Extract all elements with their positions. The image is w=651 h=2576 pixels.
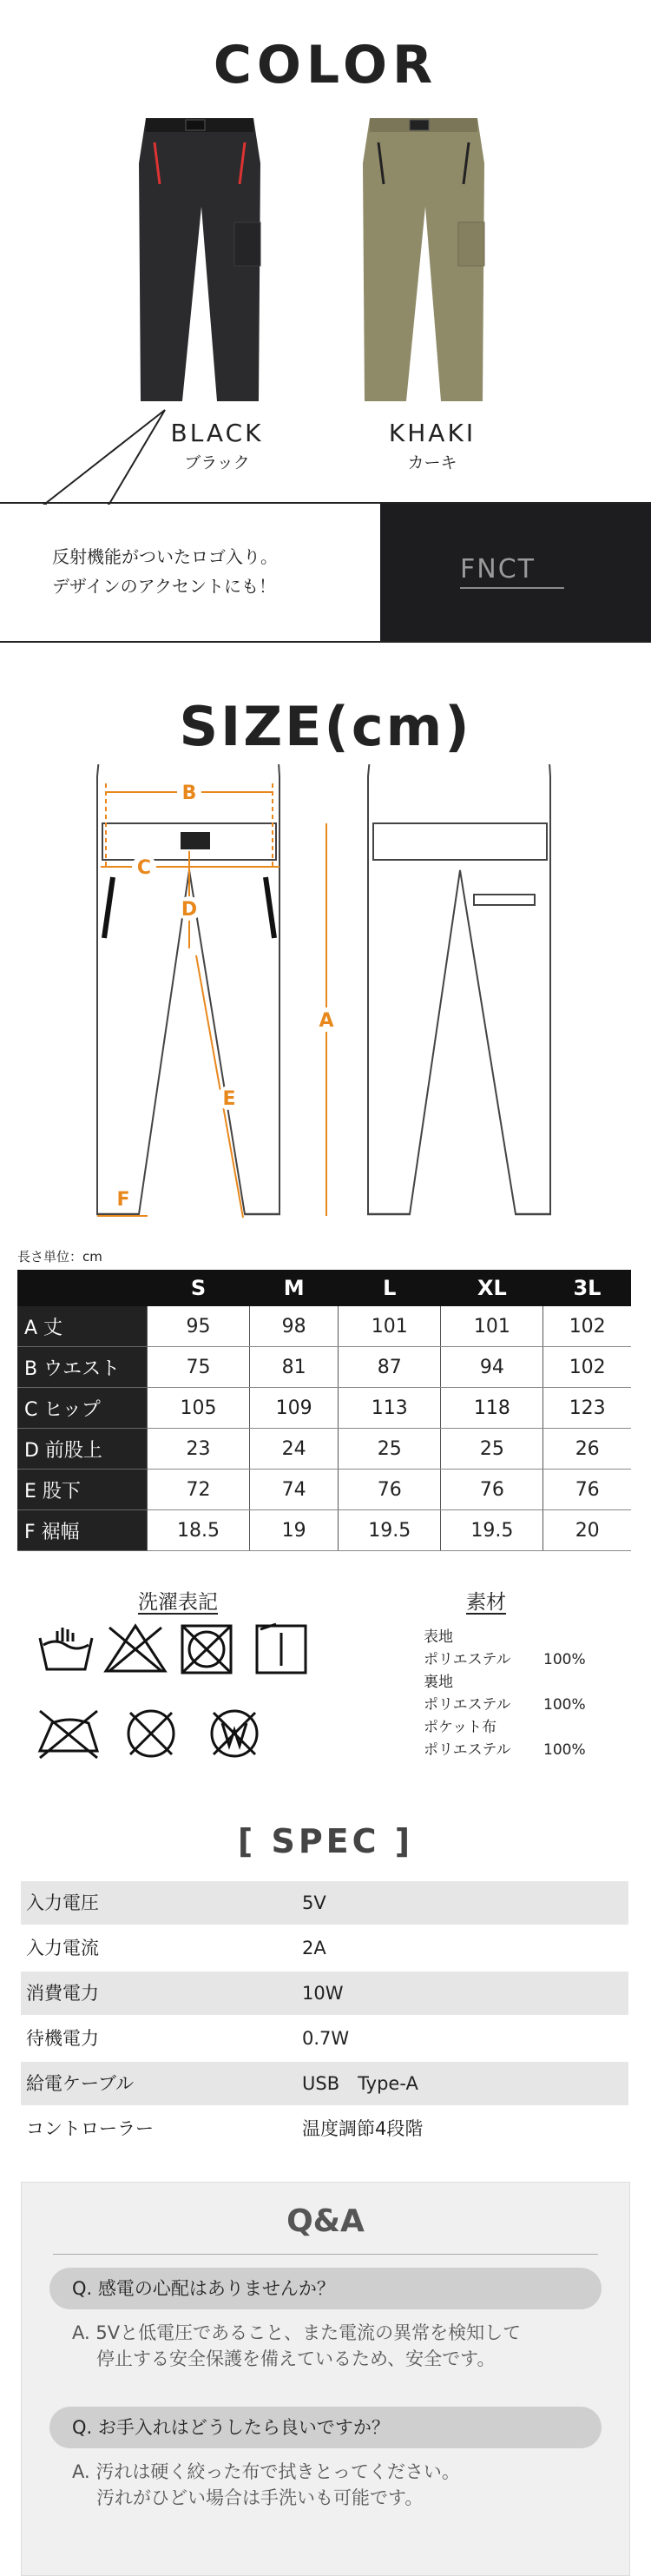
- no-wet-clean-icon: [212, 1711, 257, 1756]
- unit-label: 長さ単位：cm: [17, 1249, 102, 1265]
- size-row-label: C ヒップ: [17, 1388, 148, 1429]
- size-cell: 102: [543, 1306, 631, 1347]
- qa-answer-2-line-1: A. 汚れは硬く絞った布で拭きとってください。: [72, 2461, 460, 2482]
- size-cell: 24: [250, 1429, 339, 1470]
- size-cell: 72: [148, 1470, 250, 1510]
- no-bleach-icon: [106, 1626, 165, 1671]
- size-cell: 19: [250, 1510, 339, 1551]
- size-cell: 109: [250, 1388, 339, 1429]
- diagram-label-d: D: [181, 899, 198, 921]
- callout-line-2: デザインのアクセントにも！: [52, 576, 276, 597]
- size-cell: 25: [339, 1429, 441, 1470]
- material-row: [424, 1739, 649, 1761]
- size-cell: 101: [339, 1306, 441, 1347]
- qa-answer-2-line-2: 汚れがひどい場合は手洗いも可能です。: [96, 2487, 424, 2508]
- color-title: COLOR: [213, 35, 438, 96]
- size-header-l: L: [339, 1270, 441, 1306]
- care-title: 洗濯表記: [138, 1591, 218, 1614]
- size-table-row: [17, 1388, 631, 1429]
- size-table-row: [17, 1429, 631, 1470]
- qa-section: [21, 2182, 630, 2576]
- size-cell: 95: [148, 1306, 250, 1347]
- no-dry-clean-icon: [128, 1711, 174, 1756]
- qa-question-1: Q. 感電の心配はありませんか？: [49, 2268, 602, 2309]
- qa-answer-1-line-1: A. 5Vと低電圧であること、また電流の異常を検知して: [72, 2322, 522, 2343]
- size-header-s: S: [148, 1270, 250, 1306]
- size-cell: 76: [441, 1470, 543, 1510]
- diagram-label-e: E: [222, 1088, 236, 1110]
- size-cell: 87: [339, 1347, 441, 1388]
- size-cell: 75: [148, 1347, 250, 1388]
- material-fabric: ポリエステル: [424, 1696, 511, 1714]
- spec-value: 温度調節4段階: [302, 2118, 424, 2139]
- spec-row: [21, 2017, 628, 2060]
- size-cell: 25: [441, 1429, 543, 1470]
- size-cell: 19.5: [441, 1510, 543, 1551]
- care-icons: [35, 1621, 365, 1777]
- size-table-header: [17, 1270, 631, 1306]
- diagram-label-b: B: [181, 783, 197, 804]
- spec-value: 10W: [302, 1983, 344, 2004]
- logo-underline: [460, 587, 564, 589]
- size-cell: 123: [543, 1388, 631, 1429]
- size-cell: 26: [543, 1429, 631, 1470]
- size-cell: 23: [148, 1429, 250, 1470]
- spec-key: 入力電流: [26, 1938, 99, 1958]
- material-percent: 100%: [543, 1696, 586, 1714]
- callout-text: [52, 542, 278, 601]
- khaki-pants-image: [354, 111, 493, 406]
- spec-key: コントローラー: [26, 2118, 154, 2139]
- qa-question-2: Q. お手入れはどうしたら良いですか？: [49, 2407, 602, 2448]
- spec-row: [21, 1972, 628, 2015]
- diagram-label-c: C: [136, 857, 152, 879]
- spec-value: 0.7W: [302, 2028, 350, 2049]
- size-row-label: F 裾幅: [17, 1510, 148, 1551]
- material-percent: 100%: [543, 1741, 586, 1759]
- material-list: [424, 1626, 649, 1761]
- size-cell: 18.5: [148, 1510, 250, 1551]
- size-table-row: [17, 1470, 631, 1510]
- size-cell: 101: [441, 1306, 543, 1347]
- size-table-row: [17, 1510, 631, 1551]
- material-row: [424, 1694, 649, 1716]
- size-cell: 74: [250, 1470, 339, 1510]
- material-row: [424, 1648, 649, 1671]
- hand-wash-40-icon: [40, 1628, 92, 1669]
- size-header-m: M: [250, 1270, 339, 1306]
- size-header-blank: [17, 1270, 148, 1306]
- spec-key: 待機電力: [26, 2028, 99, 2049]
- size-header-xl: XL: [441, 1270, 543, 1306]
- size-header-3l: 3L: [543, 1270, 631, 1306]
- size-table-row: [17, 1306, 631, 1347]
- size-table-row: [17, 1347, 631, 1388]
- size-cell: 98: [250, 1306, 339, 1347]
- spec-row: [21, 2107, 628, 2150]
- material-title: 素材: [466, 1591, 506, 1614]
- diagram-label-a: A: [319, 1010, 334, 1032]
- black-pants-image: [130, 111, 269, 406]
- material-fabric: ポリエステル: [424, 1651, 511, 1668]
- size-table: [17, 1270, 631, 1551]
- spec-key: 消費電力: [26, 1983, 99, 2004]
- material-fabric: ポリエステル: [424, 1741, 511, 1759]
- fnct-logo: FNCT: [460, 554, 536, 585]
- size-cell: 81: [250, 1347, 339, 1388]
- diagram-label-f: F: [116, 1189, 130, 1211]
- size-row-label: D 前股上: [17, 1429, 148, 1470]
- spec-title: [ SPEC ]: [237, 1822, 414, 1860]
- size-diagram: [0, 764, 651, 1233]
- logo-closeup-photo: [380, 504, 651, 641]
- size-row-label: A 丈: [17, 1306, 148, 1347]
- size-cell: 76: [543, 1470, 631, 1510]
- size-row-label: E 股下: [17, 1470, 148, 1510]
- material-part: 表地: [424, 1628, 453, 1646]
- qa-answer-1-line-2: 停止する安全保護を備えているため、安全です。: [96, 2348, 496, 2369]
- size-cell: 102: [543, 1347, 631, 1388]
- spec-value: 2A: [302, 1938, 326, 1958]
- qa-divider: [53, 2254, 598, 2255]
- material-part: ポケット布: [424, 1719, 497, 1736]
- size-cell: 118: [441, 1388, 543, 1429]
- color-name-khaki-ja: カーキ: [407, 453, 457, 472]
- size-cell: 105: [148, 1388, 250, 1429]
- spec-key: 入力電圧: [26, 1892, 99, 1913]
- reflective-logo-callout: [0, 502, 651, 643]
- no-tumble-dry-icon: [182, 1626, 231, 1673]
- color-name-black-ja: ブラック: [184, 453, 250, 472]
- no-iron-icon: [40, 1711, 97, 1758]
- size-cell: 20: [543, 1510, 631, 1551]
- color-name-black: BLACK: [170, 419, 264, 447]
- spec-value: USB Type-A: [302, 2073, 418, 2094]
- size-row-label: B ウエスト: [17, 1347, 148, 1388]
- callout-pointer: [35, 408, 174, 505]
- material-percent: 100%: [543, 1651, 586, 1668]
- drip-dry-icon: [257, 1624, 306, 1673]
- spec-row: [21, 1926, 628, 1970]
- size-title: SIZE(cm): [179, 695, 472, 758]
- size-cell: 94: [441, 1347, 543, 1388]
- spec-row: [21, 2062, 628, 2105]
- size-cell: 76: [339, 1470, 441, 1510]
- size-cell: 19.5: [339, 1510, 441, 1551]
- qa-title: Q&A: [286, 2203, 365, 2239]
- callout-line-1: 反射機能がついたロゴ入り。: [52, 546, 278, 567]
- material-part: 裏地: [424, 1674, 453, 1691]
- spec-key: 給電ケーブル: [26, 2073, 135, 2094]
- color-name-khaki: KHAKI: [388, 419, 477, 447]
- spec-value: 5V: [302, 1892, 326, 1913]
- spec-row: [21, 1881, 628, 1925]
- size-cell: 113: [339, 1388, 441, 1429]
